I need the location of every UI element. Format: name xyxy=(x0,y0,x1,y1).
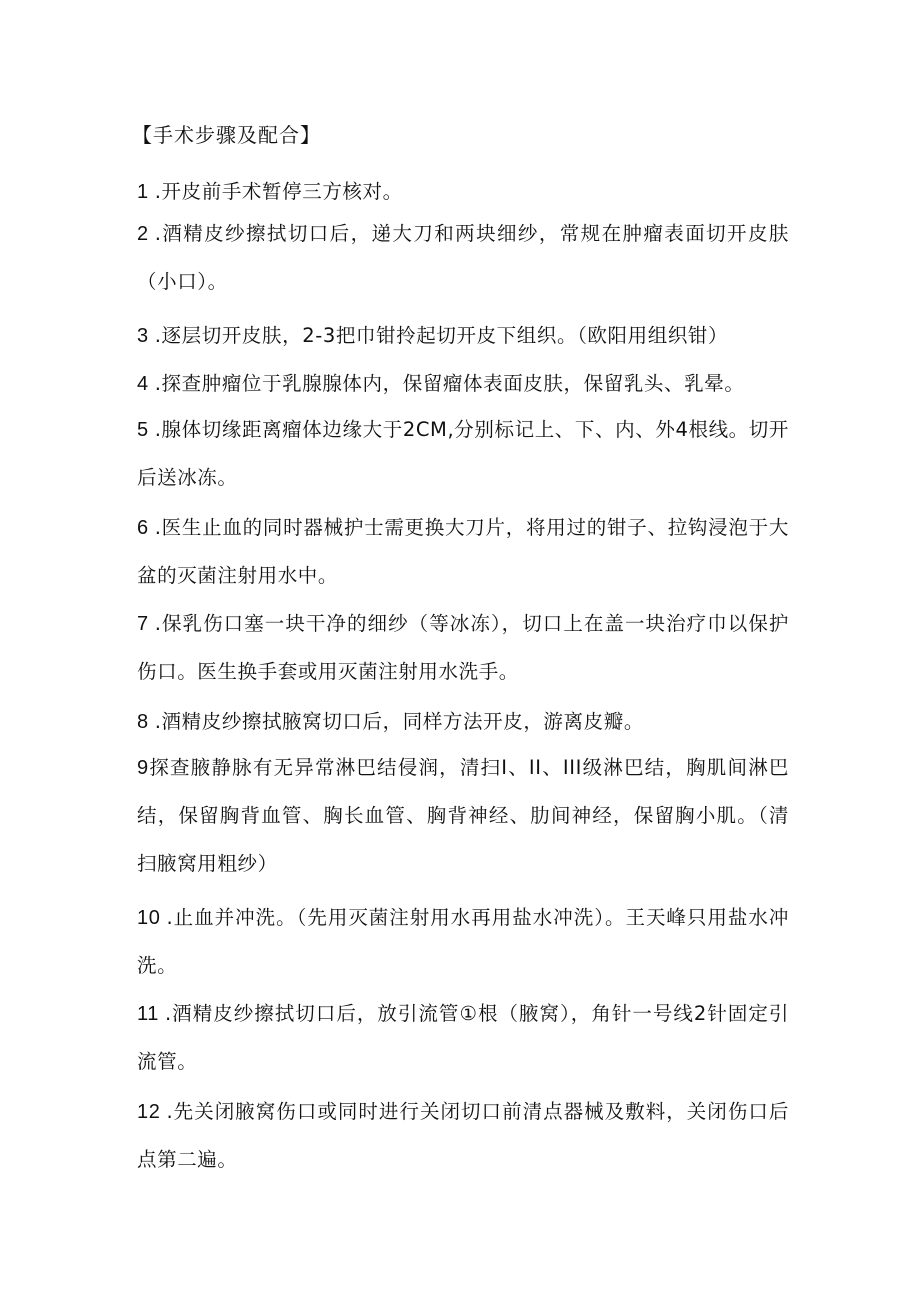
step-text: .酒精皮纱擦拭切口后，递大刀和两块细纱，常规在肿瘤表面切开皮肤（小口）。 xyxy=(137,222,789,293)
step-3 xyxy=(137,312,789,360)
step-text: .开皮前手术暂停三方核对。 xyxy=(154,180,403,203)
step-number: 11 xyxy=(137,1003,159,1025)
step-2 xyxy=(137,210,789,306)
step-number: 9 xyxy=(137,757,149,779)
step-number: 6 xyxy=(137,517,149,539)
step-12 xyxy=(137,1088,789,1184)
step-4 xyxy=(137,360,789,408)
step-number: 12 xyxy=(137,1101,161,1123)
step-9 xyxy=(137,744,789,888)
step-text: .酒精皮纱擦拭腋窝切口后，同样方法开皮，游离皮瓣。 xyxy=(154,710,644,733)
step-number: 3 xyxy=(137,325,149,347)
step-5 xyxy=(137,406,789,502)
step-text: .止血并冲洗。（先用灭菌注射用水再用盐水冲洗）。王天峰只用盐水冲洗。 xyxy=(137,906,789,977)
step-text: .逐层切开皮肤，2-3把巾钳拎起切开皮下组织。（欧阳用组织钳） xyxy=(154,324,729,347)
step-text: .保乳伤口塞一块干净的细纱（等冰冻），切口上在盖一块治疗巾以保护伤口。医生换手套或用灭菌注射用水洗手。 xyxy=(137,612,789,683)
step-text: .探查肿瘤位于乳腺腺体内，保留瘤体表面皮肤，保留乳头、乳晕。 xyxy=(154,372,745,395)
step-11 xyxy=(137,990,789,1086)
step-text: .先关闭腋窝伤口或同时进行关闭切口前清点器械及敷料，关闭伤口后点第二遍。 xyxy=(137,1100,789,1171)
step-text: .酒精皮纱擦拭切口后，放引流管①根（腋窝），角针一号线2针固定引流管。 xyxy=(137,1002,789,1073)
step-text: 探查腋静脉有无异常淋巴结侵润，清扫I、II、III级淋巴结，胸肌间淋巴结，保留胸背血管、胸长血管、胸背神经、肋间神经，保留胸小肌。（清扫腋窝用粗纱） xyxy=(137,756,789,875)
step-number: 5 xyxy=(137,419,149,441)
step-8 xyxy=(137,698,789,746)
step-number: 8 xyxy=(137,711,149,733)
step-number: 1 xyxy=(137,181,149,203)
step-text: .医生止血的同时器械护士需更换大刀片，将用过的钳子、拉钩浸泡于大盆的灭菌注射用水中。 xyxy=(137,516,789,587)
step-10 xyxy=(137,894,789,990)
step-number: 10 xyxy=(137,907,161,929)
step-number: 7 xyxy=(137,613,149,635)
section-heading: 【手术步骤及配合】 xyxy=(132,123,321,147)
step-6 xyxy=(137,504,789,600)
step-7 xyxy=(137,600,789,696)
step-number: 2 xyxy=(137,223,149,245)
step-1 xyxy=(137,168,789,216)
step-number: 4 xyxy=(137,373,149,395)
step-text: .腺体切缘距离瘤体边缘大于2CM,分别标记上、下、内、外4根线。切开后送冰冻。 xyxy=(137,418,789,489)
